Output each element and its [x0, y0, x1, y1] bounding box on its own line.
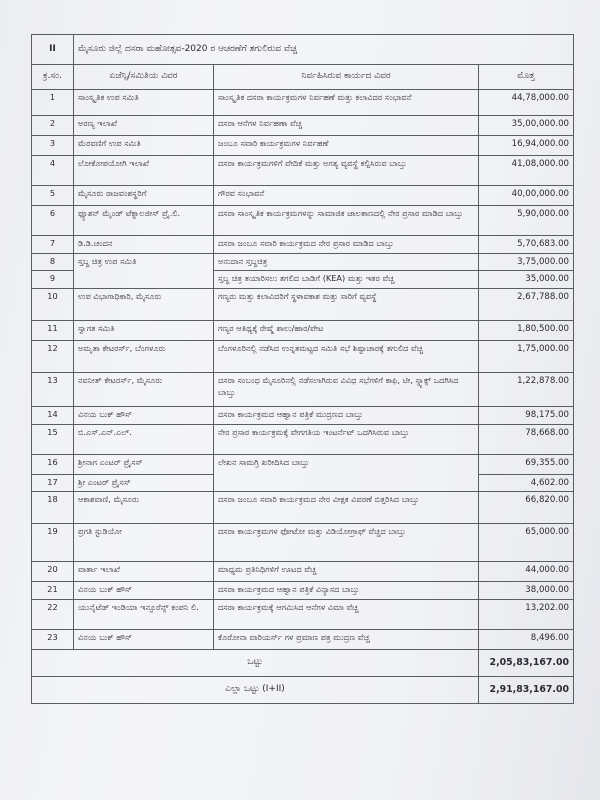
table-row [32, 90, 574, 116]
row-amount: 44,000.00 [479, 562, 574, 582]
row-work-detail: ಗೌರವ ಸಂಭಾವನೆ [214, 186, 479, 206]
table-row [32, 492, 574, 524]
row-amount: 2,67,788.00 [479, 288, 574, 320]
row-work-detail: ಜಂಬೂ ಸವಾರಿ ಕಾರ್ಯಕ್ರಮಗಳ ನಿರ್ವಹಣೆ [214, 136, 479, 156]
table-header-row [32, 65, 574, 90]
row-serial: 14 [32, 406, 74, 424]
row-serial: 10 [32, 288, 74, 320]
row-agency: ಮೈಸೂರು ರಾಜವಂಶಸ್ಥರಿಗೆ [74, 186, 214, 206]
row-agency: ಶ್ರೀನಾಗ ಎಂಟರ್ ಪ್ರೈಸಸ್ [74, 454, 214, 474]
row-agency: ವಿನಯ ಬುಕ್ ಹೌಸ್ [74, 582, 214, 599]
row-agency: ಫ್ಯೂಶನ್ ಮೈಂಡ್ ಟೆಕ್ನಾಲಜೀಸ್ ಪ್ರೈ.ಲಿ. [74, 206, 214, 236]
header-agency: ಏಜೆನ್ಸಿ/ಸಮಿತಿಯ ವಿವರ [74, 65, 214, 90]
row-serial: 6 [32, 206, 74, 236]
row-work-detail: ದಸರಾ ಆನೆಗಳ ನಿರ್ವಹಣಾ ವೆಚ್ಚ [214, 116, 479, 136]
table-row [32, 599, 574, 629]
grand-total-amount: 2,91,83,167.00 [479, 676, 574, 703]
row-agency: ಅಮೃತಾ ಕೇಟರರ್ಸ್, ಬೆಂಗಳೂರು [74, 340, 214, 372]
row-amount: 8,496.00 [479, 629, 574, 649]
row-work-detail: ದಸರಾ ಜಂಬೂ ಸವಾರಿ ಕಾರ್ಯಕ್ರಮದ ನೇರ ವೀಕ್ಷಕ ವಿವರಣೆ ಬಿತ್ತರಿಸಿದ ಬಾಬ್ತು [214, 492, 479, 524]
table-row [32, 136, 574, 156]
row-work-detail: ದಸರಾ ಕಾರ್ಯಕ್ರಮಕ್ಕೆ ಆಗಮಿಸಿದ ಆನೆಗಳ ವಿಮಾ ವೆಚ್ಚ [214, 599, 479, 629]
row-agency: ಸ್ತಬ್ಧ ಚಿತ್ರ ಉಪ ಸಮಿತಿ [74, 254, 214, 289]
row-amount: 1,75,000.00 [479, 340, 574, 372]
row-amount: 35,00,000.00 [479, 116, 574, 136]
table-row [32, 454, 574, 474]
row-serial: 17 [32, 474, 74, 491]
total-label: ಒಟ್ಟು [32, 649, 479, 676]
row-serial: 13 [32, 372, 74, 406]
row-serial: 19 [32, 524, 74, 562]
row-agency: ಮೆರವಣಿಗೆ ಉಪ ಸಮಿತಿ [74, 136, 214, 156]
row-amount: 3,75,000.00 [479, 254, 574, 271]
row-amount: 5,90,000.00 [479, 206, 574, 236]
row-amount: 5,70,683.00 [479, 236, 574, 254]
header-serial: ಕ್ರ.ಸಂ. [32, 65, 74, 90]
table-row [32, 372, 574, 406]
row-work-detail: ಅನುದಾನ ಸ್ತಬ್ಧಚಿತ್ರ [214, 254, 479, 271]
row-agency: ಲೋಕೋಪಯೋಗಿ ಇಲಾಖೆ [74, 156, 214, 186]
row-work-detail: ಕೊರೋನಾ ವಾರಿಯರ್ಸ್ ಗಳ ಪ್ರಮಾಣ ಪತ್ರ ಮುದ್ರಣ ವೆಚ್ಚ [214, 629, 479, 649]
row-serial: 16 [32, 454, 74, 474]
header-work: ನಿರ್ವಹಿಸಿರುವ ಕಾರ್ಯದ ವಿವರ [214, 65, 479, 90]
row-serial: 18 [32, 492, 74, 524]
row-serial: 11 [32, 320, 74, 340]
row-serial: 3 [32, 136, 74, 156]
row-serial: 2 [32, 116, 74, 136]
row-agency: ಬಿ.ಎಸ್.ಎನ್.ಎಲ್. [74, 424, 214, 454]
row-agency: ವಿನಯ ಬುಕ್ ಹೌಸ್ [74, 406, 214, 424]
row-work-detail: ದಸರಾ ಸಾಂಸ್ಕೃತಿಕ ಕಾರ್ಯಕ್ರಮಗಳನ್ನು ಸಾಮಾಜಿಕ ಜಾಲತಾಣದಲ್ಲಿ ನೇರ ಪ್ರಸಾರ ಮಾಡಿದ ಬಾಬ್ತು [214, 206, 479, 236]
total-amount: 2,05,83,167.00 [479, 649, 574, 676]
row-amount: 65,000.00 [479, 524, 574, 562]
row-work-detail: ಬೆಂಗಳೂರಿನಲ್ಲಿ ನಡೆಸಿದ ಉನ್ನತಮಟ್ಟದ ಸಮಿತಿ ಸಭೆ ಶಿಷ್ಟಾಚಾರಕ್ಕೆ ತಗುಲಿದ ವೆಚ್ಚ [214, 340, 479, 372]
row-serial: 12 [32, 340, 74, 372]
row-agency: ಸಾಂಸ್ಕೃತಿಕ ಉಪ ಸಮಿತಿ [74, 90, 214, 116]
row-amount: 40,00,000.00 [479, 186, 574, 206]
row-serial: 23 [32, 629, 74, 649]
table-row [32, 116, 574, 136]
table-row [32, 288, 574, 320]
table-row [32, 340, 574, 372]
row-agency: ಸ್ವಾಗತ ಸಮಿತಿ [74, 320, 214, 340]
row-work-detail: ಸಾಂಸ್ಕೃತಿಕ ದಸರಾ ಕಾರ್ಯಕ್ರಮಗಳ ನಿರ್ವಹಣೆ ಮತ್ತು ಕಲಾವಿದರ ಸಂಭಾವನೆ [214, 90, 479, 116]
row-amount: 4,602.00 [479, 474, 574, 491]
row-amount: 44,78,000.00 [479, 90, 574, 116]
row-serial: 20 [32, 562, 74, 582]
row-amount: 98,175.00 [479, 406, 574, 424]
table-row [32, 424, 574, 454]
row-serial: 22 [32, 599, 74, 629]
section-number: II [32, 35, 74, 65]
row-work-detail: ದಸರಾ ಕಾರ್ಯಕ್ರಮಗಳಿಗೆ ವೇದಿಕೆ ಮತ್ತು ಅಗತ್ಯ ವ್ಯವಸ್ಥೆ ಕಲ್ಪಿಸಿರುವ ಬಾಬ್ತು [214, 156, 479, 186]
table-row [32, 406, 574, 424]
table-row [32, 186, 574, 206]
table-row [32, 629, 574, 649]
row-amount: 78,668.00 [479, 424, 574, 454]
row-work-detail: ನೇರ ಪ್ರಸಾರ ಕಾರ್ಯಕ್ರಮಕ್ಕೆ ವೇಗಗತಿಯ ಇಂಟರ್ನೆಟ್ ಒದಗಿಸಿರುವ ಬಾಬ್ತು [214, 424, 479, 454]
section-title: ಮೈಸೂರು ಜಿಲ್ಲೆ ದಸರಾ ಮಹೋತ್ಸವ-2020 ರ ಆಚರಣೆಗೆ ತಗುಲಿರುವ ವೆಚ್ಚ [74, 35, 574, 65]
row-work-detail: ದಸರಾ ಜಂಬೂ ಸವಾರಿ ಕಾರ್ಯಕ್ರಮದ ನೇರ ಪ್ರಸಾರ ಮಾಡಿದ ಬಾಬ್ತು [214, 236, 479, 254]
row-work-detail: ಸ್ತಬ್ಧ ಚಿತ್ರ ತಯಾರಿಸಲು ತಗಲಿದ ಬಾಡಿಗೆ (KEA) ಮತ್ತು ಇತರ ವೆಚ್ಚ [214, 271, 479, 288]
row-serial: 4 [32, 156, 74, 186]
row-work-detail: ಗಣ್ಯರ ಆತಿಥ್ಯಕ್ಕೆ ರೇಷ್ಮೆ ಶಾಲು/ಹಾರ/ಪೇಟ [214, 320, 479, 340]
row-amount: 69,355.00 [479, 454, 574, 474]
table-row [32, 320, 574, 340]
row-agency: ಶ್ರೀ ಎಂಟರ್ ಪ್ರೈಸಸ್ [74, 474, 214, 491]
table-row [32, 582, 574, 599]
row-work-detail: ದಸರಾ ಸಂಬಂಧ ಮೈಸೂರಿನಲ್ಲಿ ನಡೆಸಲಾಗಿರುವ ವಿವಿಧ ಸಭೆಗಳಿಗೆ ಕಾಫಿ, ಟೀ, ಸ್ನ್ಯಾಕ್ಸ್ ಒದಗಿಸಿದ ಬಾಬ್ತು [214, 372, 479, 406]
row-serial: 5 [32, 186, 74, 206]
expense-table [31, 34, 574, 704]
row-agency: ಅರಣ್ಯ ಇಲಾಖೆ [74, 116, 214, 136]
row-amount: 13,202.00 [479, 599, 574, 629]
table-row [32, 156, 574, 186]
row-amount: 35,000.00 [479, 271, 574, 288]
row-agency: ಡಿ.ಡಿ.ಚಂದನ [74, 236, 214, 254]
table-row [32, 254, 574, 271]
row-amount: 1,80,500.00 [479, 320, 574, 340]
table-row [32, 524, 574, 562]
table-row [32, 236, 574, 254]
row-work-detail: ದಸರಾ ಕಾರ್ಯಕ್ರಮದ ಆಹ್ವಾನ ಪತ್ರಿಕೆ ವಿನ್ಯಾಸದ ಬಾಬ್ತು [214, 582, 479, 599]
row-amount: 66,820.00 [479, 492, 574, 524]
row-serial: 21 [32, 582, 74, 599]
row-agency: ವಿನಯ ಬುಕ್ ಹೌಸ್ [74, 629, 214, 649]
row-agency: ಉಪ ವಿಭಾಗಾಧಿಕಾರಿ, ಮೈಸೂರು [74, 288, 214, 320]
header-amount: ಮೊತ್ತ [479, 65, 574, 90]
row-work-detail: ಲೇಖನ ಸಾಮಗ್ರಿ ಖರೀದಿಸಿದ ಬಾಬ್ತು [214, 454, 479, 491]
row-amount: 16,94,000.00 [479, 136, 574, 156]
row-work-detail: ಗಣ್ಯರು ಮತ್ತು ಕಲಾವಿದರಿಗೆ ಸ್ಥಳಾವಕಾಶ ಮತ್ತು ಸಾರಿಗೆ ವ್ಯವಸ್ಥೆ [214, 288, 479, 320]
total-row [32, 649, 574, 676]
row-amount: 41,08,000.00 [479, 156, 574, 186]
row-serial: 7 [32, 236, 74, 254]
row-agency: ವಾರ್ತಾ ಇಲಾಖೆ [74, 562, 214, 582]
row-amount: 38,000.00 [479, 582, 574, 599]
table-row [32, 562, 574, 582]
row-agency: ಪ್ರಗತಿ ಸ್ಟುಡಿಯೋ [74, 524, 214, 562]
row-agency: ನವನೀತ್ ಕೇಟರರ್ಸ್, ಮೈಸೂರು [74, 372, 214, 406]
row-agency: ಯುನೈಟೆಡ್ ಇಂಡಿಯಾ ಇನ್ಸೂರೆನ್ಸ್ ಕಂಪನಿ ಲಿ. [74, 599, 214, 629]
section-title-row [32, 35, 574, 65]
grand-total-row [32, 676, 574, 703]
row-work-detail: ದಸರಾ ಕಾರ್ಯಕ್ರಮದ ಆಹ್ವಾನ ಪತ್ರಿಕೆ ಮುದ್ರಣದ ಬಾಬ್ತು [214, 406, 479, 424]
grand-total-label: ಎಲ್ಲಾ ಒಟ್ಟು (I+II) [32, 676, 479, 703]
row-agency: ಆಕಾಶವಾಣಿ, ಮೈಸೂರು [74, 492, 214, 524]
row-serial: 8 [32, 254, 74, 271]
row-serial: 15 [32, 424, 74, 454]
row-work-detail: ದಸರಾ ಕಾರ್ಯಕ್ರಮಗಳ ಫೋಟೋ ಮತ್ತು ವಿಡಿಯೋಗ್ರಾಫ್ ವೆಚ್ಚದ ಬಾಬ್ತು [214, 524, 479, 562]
row-amount: 1,22,878.00 [479, 372, 574, 406]
row-serial: 9 [32, 271, 74, 288]
table-row [32, 206, 574, 236]
row-serial: 1 [32, 90, 74, 116]
row-work-detail: ಮಾಧ್ಯಮ ಪ್ರತಿನಿಧಿಗಳಿಗೆ ಊಟದ ವೆಚ್ಚ [214, 562, 479, 582]
